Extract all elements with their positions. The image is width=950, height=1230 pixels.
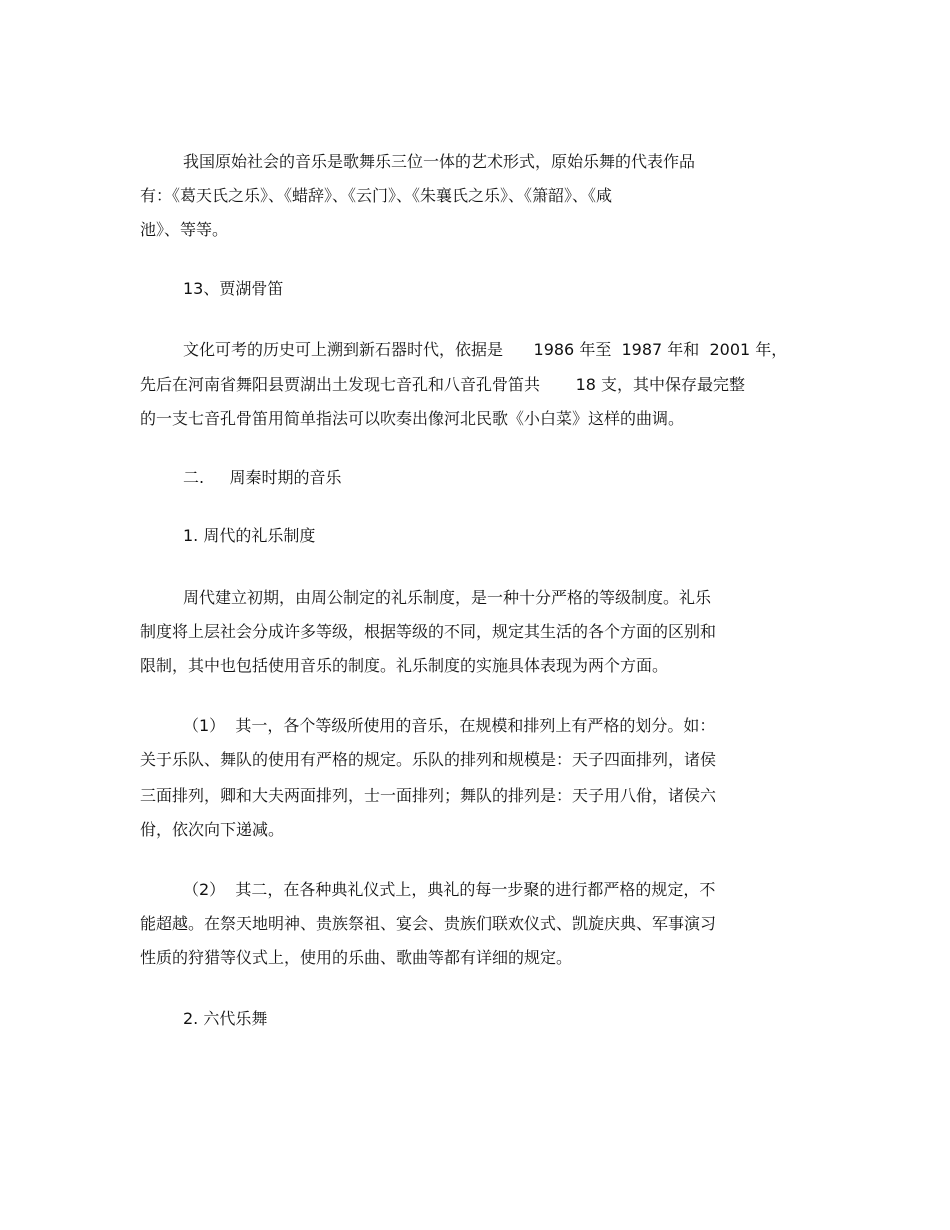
paragraph-4-line-1: （1） 其一，各个等级所使用的音乐，在规模和排列上有严格的划分。如： xyxy=(183,716,716,735)
paragraph-3-line-1: 周代建立初期，由周公制定的礼乐制度，是一种十分严格的等级制度。礼乐 xyxy=(183,588,712,607)
paragraph-2-line-2: 先后在河南省舞阳县贾湖出土发现七音孔和八音孔骨笛共 18 支，其中保存最完整 xyxy=(140,375,746,394)
section-heading-2: 二. 周秦时期的音乐 xyxy=(183,468,342,487)
paragraph-4-line-3: 三面排列，卿和大夫两面排列，士一面排列；舞队的排列是：天子用八佾，诸侯六 xyxy=(140,786,717,805)
paragraph-5-line-1: （2） 其二，在各种典礼仪式上，典礼的每一步聚的进行都严格的规定，不 xyxy=(183,880,716,899)
paragraph-3-line-3: 限制，其中也包括使用音乐的制度。礼乐制度的实施具体表现为两个方面。 xyxy=(140,656,669,675)
heading-13: 13、贾湖骨笛 xyxy=(183,279,284,298)
paragraph-4-line-2: 关于乐队、舞队的使用有严格的规定。乐队的排列和规模是：天子四面排列，诸侯 xyxy=(140,750,717,769)
paragraph-4-line-4: 佾，依次向下递减。 xyxy=(140,820,285,839)
paragraph-2-line-1: 文化可考的历史可上溯到新石器时代，依据是 1986 年至 1987 年和 2001 年， xyxy=(183,340,788,359)
paragraph-2-line-3: 的一支七音孔骨笛用简单指法可以吹奏出像河北民歌《小白菜》这样的曲调。 xyxy=(140,409,685,428)
paragraph-1-line-3: 池》、等等。 xyxy=(140,220,229,239)
paragraph-3-line-2: 制度将上层社会分成许多等级，根据等级的不同，规定其生活的各个方面的区别和 xyxy=(140,622,717,641)
paragraph-5-line-2: 能超越。在祭天地明神、贵族祭祖、宴会、贵族们联欢仪式、凯旋庆典、军事演习 xyxy=(140,914,717,933)
paragraph-5-line-3: 性质的狩猎等仪式上，使用的乐曲、歌曲等都有详细的规定。 xyxy=(140,948,573,967)
subheading-2: 2. 六代乐舞 xyxy=(183,1009,268,1028)
paragraph-1-line-1: 我国原始社会的音乐是歌舞乐三位一体的艺术形式，原始乐舞的代表作品 xyxy=(183,152,696,171)
paragraph-1-line-2: 有：《葛天氏之乐》、《蜡辞》、《云门》、《朱襄氏之乐》、《箫韶》、《咸 xyxy=(140,186,613,205)
subheading-1: 1. 周代的礼乐制度 xyxy=(183,526,316,545)
